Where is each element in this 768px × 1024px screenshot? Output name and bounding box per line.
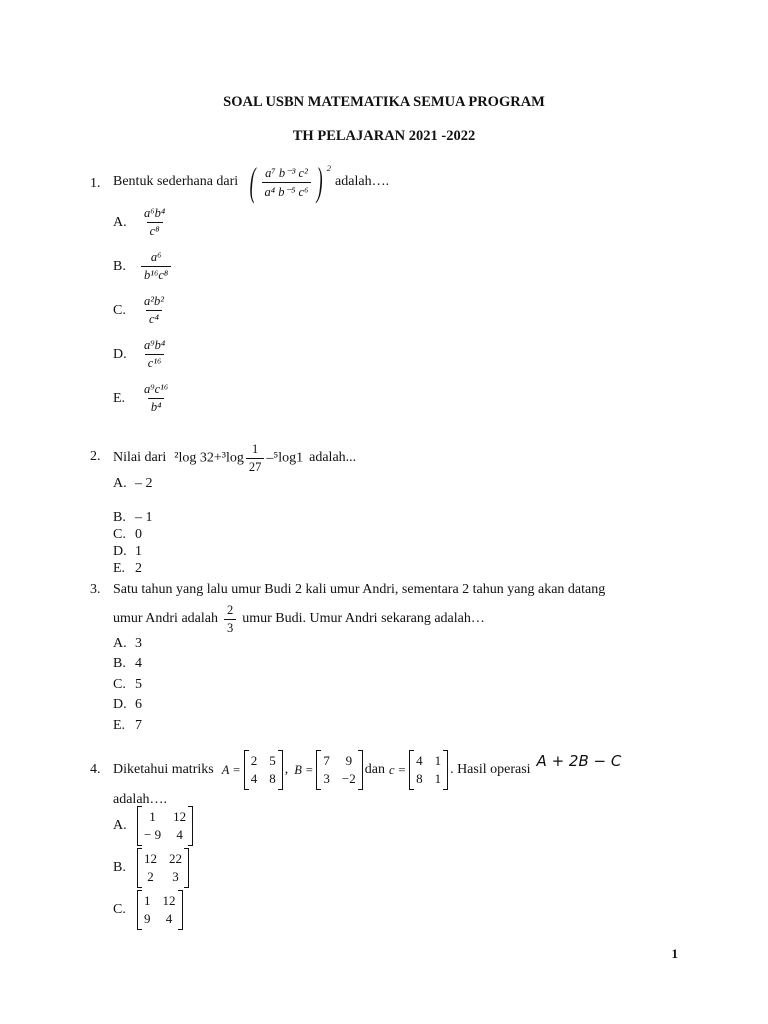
question-2-option-d[interactable]: D. 1 [113, 544, 142, 559]
question-2-option-e[interactable]: E. 2 [113, 561, 142, 576]
question-3-line1: Satu tahun yang lalu umur Budi 2 kali umur Andri, sementara 2 tahun yang akan datang [113, 582, 606, 597]
question-4-number: 4. [90, 762, 101, 777]
question-3-option-e[interactable]: E. 7 [113, 718, 142, 733]
question-4-option-c[interactable]: C. 1 12 9 4 [113, 890, 183, 930]
question-1-option-a[interactable]: A. $\frac{\text{a⁶b⁴}}{\text{c⁸}}$ [113, 206, 166, 238]
question-2-option-a[interactable]: A. – 2 [113, 476, 153, 491]
question-1-option-e[interactable]: E. $\frac{\text{a⁹c¹⁶}}{\text{b⁴}}$ [113, 382, 169, 414]
question-2-trail: adalah... [309, 450, 357, 465]
matrix-a: 2 5 4 8 [244, 750, 283, 790]
question-3-option-c[interactable]: C. 5 [113, 677, 142, 692]
question-1-expr-numerator: a⁷ b⁻³ c² [265, 165, 308, 180]
question-1-trail: adalah…. [335, 174, 390, 189]
document-title: SOAL USBN MATEMATIKA SEMUA PROGRAM [223, 94, 545, 110]
operation-expression: A + 2B − C [536, 752, 622, 770]
matrix-b: 7 9 3 −2 [316, 750, 362, 790]
question-2-option-c[interactable]: C. 0 [113, 527, 142, 542]
question-3-option-b[interactable]: B. 4 [113, 656, 142, 671]
question-2-text [113, 436, 356, 480]
question-2-expression: ²log 32+³log $\frac{1}{27}$ –⁵log1 [174, 441, 304, 474]
question-4-option-b[interactable]: B. 12 22 2 3 [113, 848, 189, 888]
question-2-lead: Nilai dari [113, 450, 167, 465]
question-2-number: 2. [90, 449, 101, 464]
question-3-number: 3. [90, 582, 101, 597]
question-4-text: Diketahui matriks A = 2 5 4 8 , B = 7 9 3 −2 dan c = 4 1 8 1 . Hasil operasi A + 2B − C [113, 748, 621, 792]
question-1-option-b[interactable]: B. $\frac{\text{a⁶}}{\text{b¹⁶c⁸}}$ [113, 250, 173, 283]
question-1-option-c[interactable]: C. $\frac{\text{a²b²}}{\text{c⁴}}$ [113, 294, 164, 326]
matrix-c: 4 1 8 1 [409, 750, 448, 790]
question-1-text [113, 160, 389, 204]
question-2-option-b[interactable]: B. – 1 [113, 510, 153, 525]
question-1-option-d[interactable]: D. $\frac{\text{a⁹b⁴}}{\text{c¹⁶}}$ [113, 338, 166, 370]
question-3-line2: umur Andri adalah $\frac{2}{3}$ umur Budi. Umur Andri sekarang adalah… [113, 602, 485, 635]
page-number: 1 [671, 946, 678, 961]
question-1-expression: ( $\frac{\text{a⁷ b⁻³ c²}}{\text{a⁴ b⁻⁵ c⁶}}$ ) $^2$ [249, 159, 332, 204]
question-4-line2: adalah…. [113, 792, 168, 807]
question-1-lead: Bentuk sederhana dari [113, 174, 239, 189]
question-3-option-a[interactable]: A. 3 [113, 636, 142, 651]
question-4-option-a[interactable]: A. 1 12 − 9 4 [113, 806, 193, 846]
document-subtitle: TH PELAJARAN 2021 -2022 [292, 128, 476, 144]
question-3-option-d[interactable]: D. 6 [113, 697, 142, 712]
question-1-expr-power: 2 [326, 163, 332, 174]
question-1-expr-denominator: a⁴ b⁻⁵ c⁶ [262, 182, 312, 200]
question-1-number: 1. [90, 176, 101, 191]
